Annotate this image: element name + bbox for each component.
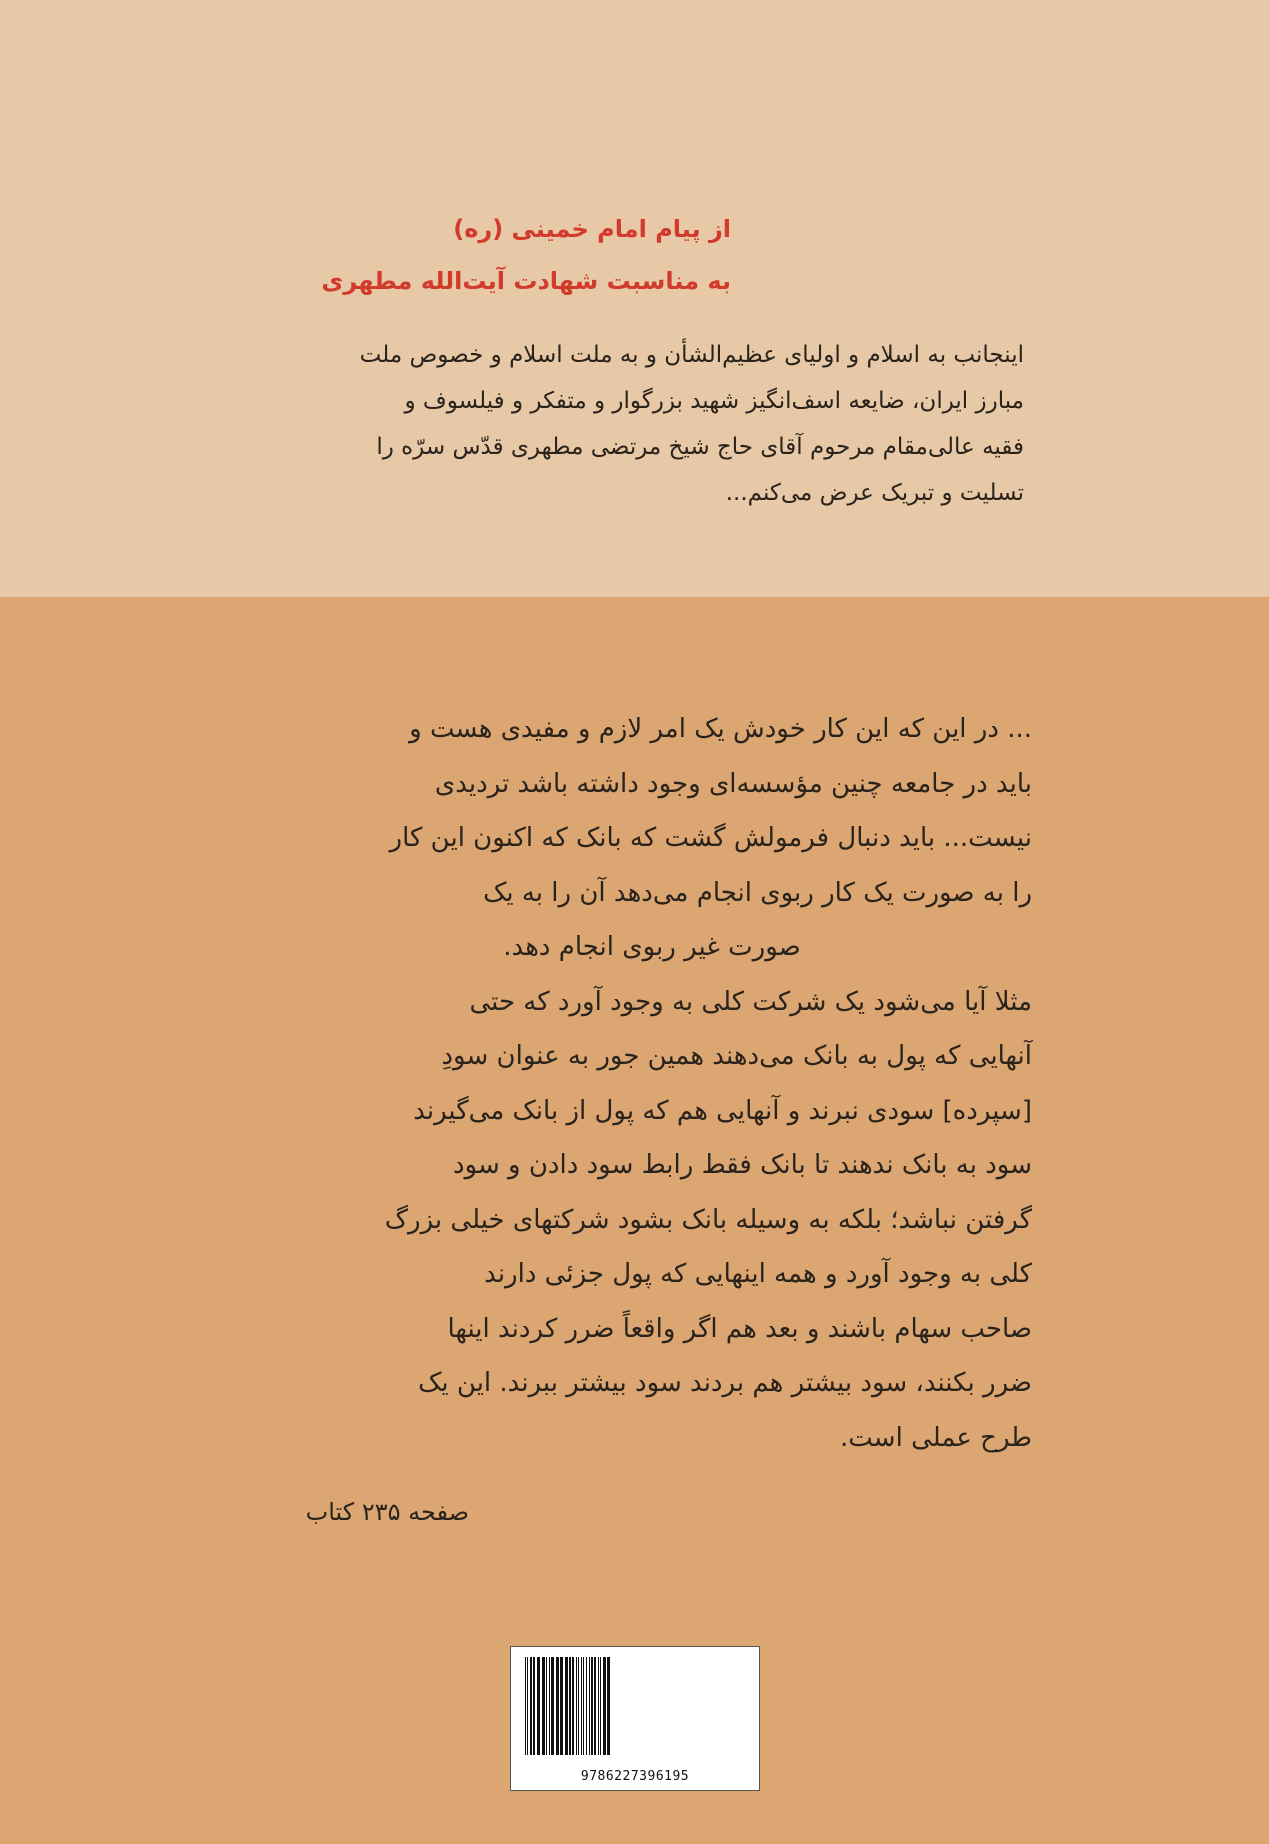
excerpt-line: صاحب سهام باشند و بعد هم اگر واقعاً ضرر کردند اینها: [447, 1313, 1032, 1344]
barcode-bar: [589, 1657, 590, 1755]
excerpt-line: کلی به وجود آورد و همه اینهایی که پول جزئی دارند: [484, 1259, 1032, 1289]
imam-message-line: مبارز ایران، ضایعه اسف‌انگیز شهید بزرگوار و متفکر و فیلسوف و: [404, 388, 1024, 414]
excerpt-line: آنهایی که پول به بانک می‌دهند همین جور به عنوان سودِ: [441, 1041, 1032, 1071]
barcode-bar: [565, 1657, 568, 1755]
barcode-bar: [607, 1657, 610, 1755]
barcode-bar: [533, 1657, 535, 1755]
excerpt-line: نیست... باید دنبال فرمولش گشت که بانک که اکنون این کار: [389, 823, 1032, 853]
barcode-bars: [521, 1657, 751, 1757]
barcode-bar: [556, 1657, 559, 1755]
imam-message-line: تسلیت و تبریک عرض می‌کنم...: [725, 480, 1024, 506]
barcode-bar: [549, 1657, 550, 1755]
barcode-bar: [560, 1657, 563, 1755]
excerpt-line: ضرر بکنند، سود بیشتر هم بردند سود بیشتر ببرند. این یک: [418, 1368, 1032, 1398]
heading-occasion-subtitle: به مناسبت شهادت آیت‌الله مطهری: [321, 267, 731, 295]
excerpt-line: باید در جامعه چنین مؤسسه‌ای وجود داشته باشد تردیدی: [434, 768, 1032, 799]
barcode-bar: [576, 1657, 577, 1755]
isbn-barcode: [510, 1646, 760, 1791]
barcode-bar: [551, 1657, 554, 1755]
excerpt-line: را به صورت یک کار ربوی انجام می‌دهد آن را به یک: [483, 877, 1032, 908]
barcode-bar: [537, 1657, 540, 1755]
excerpt-line: [سپرده] سودی نبرند و آنهایی هم که پول از بانک می‌گیرند: [413, 1095, 1032, 1126]
barcode-bar: [530, 1657, 532, 1755]
excerpt-line: صورت غیر ربوی انجام دهد.: [503, 932, 801, 962]
excerpt-line: ... در این که این کار خودش یک امر لازم و مفیدی هست و: [409, 714, 1032, 744]
barcode-bar: [591, 1657, 593, 1755]
barcode-bar: [578, 1657, 579, 1755]
barcode-bar: [600, 1657, 601, 1755]
page-reference: صفحه ۲۳۵ کتاب: [305, 1498, 469, 1526]
excerpt-line: طرح عملی است.: [840, 1422, 1032, 1453]
barcode-bar: [569, 1657, 571, 1755]
imam-message-line: اینجانب به اسلام و اولیای عظیم‌الشأن و به ملت اسلام و خصوص ملت: [359, 342, 1024, 368]
excerpt-line: گرفتن نباشد؛ بلکه به وسیله بانک بشود شرکتهای خیلی بزرگ: [384, 1204, 1032, 1235]
barcode-bar: [527, 1657, 528, 1755]
barcode-bar: [525, 1657, 526, 1755]
imam-message-paragraph: [204, 332, 1024, 516]
barcode-bar: [542, 1657, 545, 1755]
barcode-digits: 9786227396195: [580, 1769, 690, 1784]
barcode-bar: [603, 1657, 606, 1755]
barcode-bar: [594, 1657, 596, 1755]
book-excerpt-paragraph: [272, 702, 1032, 1465]
barcode-bar: [586, 1657, 587, 1755]
barcode-bar: [572, 1657, 574, 1755]
barcode-bar: [546, 1657, 547, 1755]
excerpt-line: مثلا آیا می‌شود یک شرکت کلی به وجود آورد که حتی: [469, 986, 1032, 1017]
barcode-bar: [583, 1657, 584, 1755]
excerpt-line: سود به بانک ندهند تا بانک فقط رابط سود دادن و سود: [452, 1150, 1032, 1180]
barcode-bar: [581, 1657, 582, 1755]
imam-message-line: فقیه عالی‌مقام مرحوم آقای حاج شیخ مرتضی مطهری قدّس سرّه را: [376, 434, 1024, 460]
heading-imam-message-title: از پیام امام خمینی (ره): [453, 215, 731, 243]
barcode-bar: [598, 1657, 599, 1755]
